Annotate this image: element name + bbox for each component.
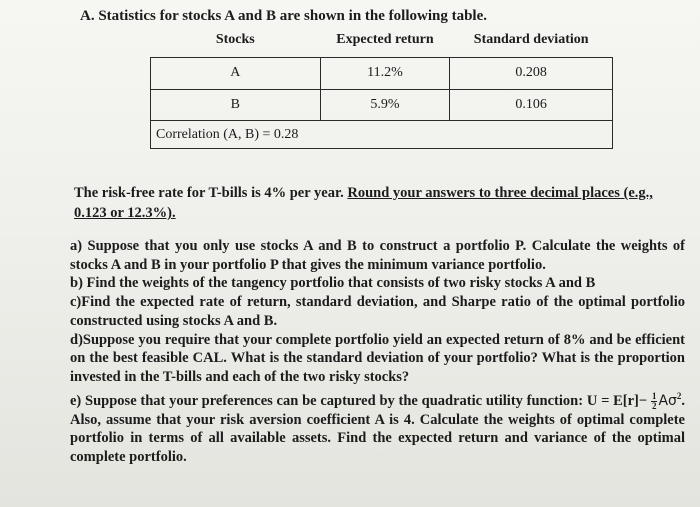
header-expected-return: Expected return	[336, 32, 434, 47]
table-row	[151, 89, 613, 121]
intro-paragraph	[74, 183, 684, 223]
stock-name-cell: A	[151, 58, 321, 90]
utility-formula-term: Aσ	[658, 392, 677, 409]
expected-return-cell: 11.2%	[320, 58, 450, 90]
correlation-cell: Correlation (A, B) = 0.28	[151, 121, 613, 149]
question-c: c)Find the expected rate of return, standard deviation, and Sharpe ratio of the optimal portfolio constructed using stocks A and B.	[70, 294, 685, 329]
question-e	[70, 387, 685, 467]
stock-statistics-table	[150, 27, 613, 149]
header-stocks: Stocks	[215, 32, 255, 47]
fraction-one-half	[651, 392, 658, 411]
question-e-part2: . Also, assume that your risk aversion coefficient A is 4. Calculate the weights of optimal complete portfolio in terms of all available assets. Find the expected return and variance of the optimal complete portfolio.	[70, 392, 686, 466]
standard-deviation-cell: 0.208	[450, 58, 613, 90]
standard-deviation-cell: 0.106	[450, 89, 613, 121]
fraction-denominator: 2	[651, 400, 657, 411]
section-heading: A. Statistics for stocks A and B are shown in the following table.	[80, 8, 487, 24]
question-list	[70, 237, 685, 467]
expected-return-cell: 5.9%	[320, 89, 450, 121]
rounding-instruction: Round your answers to three decimal places (e.g., 0.123 or 12.3%).	[74, 185, 653, 221]
table-row	[151, 58, 613, 90]
fraction-numerator: 1	[651, 390, 657, 401]
question-e-part1: e) Suppose that your preferences can be captured by the quadratic utility function: U = E[r]−	[70, 392, 648, 409]
table-header-row	[151, 27, 613, 58]
question-a: a) Suppose that you only use stocks A and B to construct a portfolio P. Calculate the weights of stocks A and B in your portfolio P that gives the minimum variance portfolio.	[70, 238, 685, 273]
intro-text: The risk-free rate for T-bills is 4% per year.	[74, 185, 348, 201]
formula-exponent: 2	[676, 390, 682, 401]
stock-name-cell: B	[151, 89, 321, 121]
question-d: d)Suppose you require that your complete portfolio yield an expected return of 8% and be efficient on the best feasible CAL. What is the standard deviation of your portfolio? What is the proportion invested in the T-bills and each of the two risky stocks?	[70, 331, 685, 385]
question-b: b) Find the weights of the tangency portfolio that consists of two risky stocks A and B	[70, 275, 596, 292]
correlation-row	[151, 121, 613, 149]
header-standard-deviation: Standard deviation	[473, 32, 589, 47]
